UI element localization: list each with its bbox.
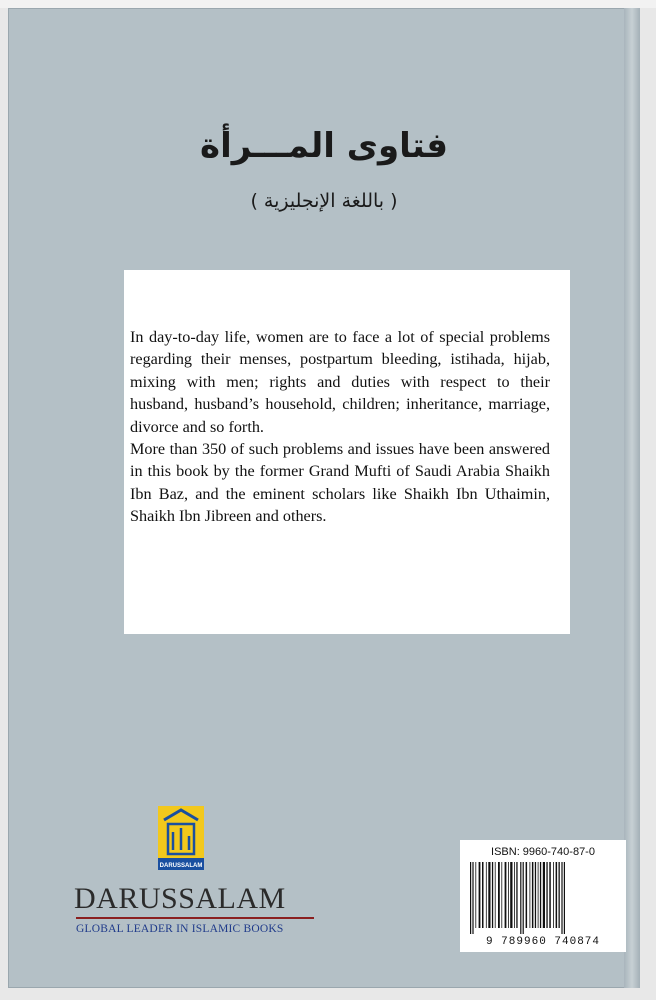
barcode-bar [501,862,502,928]
blurb-box [124,270,570,634]
barcode-bar [516,862,517,928]
barcode-bar [508,862,509,928]
barcode-bar [543,862,545,928]
barcode-bar [526,862,528,928]
blurb-paragraph-1: In day-to-day life, women are to face a lot of special problems regarding their menses, postpartum bleeding, istihada, hijab, mixing with men; rights and duties with respect to their husband, husband’s household, children; inheritance, marriage, divorce and so forth. [130,328,550,436]
barcode-bar [540,862,541,928]
barcode-bar [514,862,515,928]
darussalam-logo-icon [158,806,204,870]
barcode-bar [530,862,531,928]
barcode-bar [482,862,484,928]
barcode-bar [492,862,493,928]
isbn-barcode-box [460,840,626,952]
barcode-bar [520,862,521,934]
publisher-tagline: GLOBAL LEADER IN ISLAMIC BOOKS [76,923,284,935]
barcode-bar [538,862,539,928]
arabic-subtitle: ( باللغة الإنجليزية ) [250,190,398,212]
barcode-bar [546,862,547,928]
back-cover [8,8,640,988]
barcode-bar [475,862,476,928]
barcode-bar [553,862,554,928]
barcode-bar [498,862,500,928]
barcode-bar [505,862,507,928]
barcode-digits: 9 789960 740874 [485,936,601,948]
barcode-bar [472,862,473,934]
barcode-bar [564,862,565,934]
logo-caption: DARUSSALAM [159,863,203,869]
barcode-bar [556,862,558,928]
barcode-bar [561,862,562,934]
blurb-paragraph-2: More than 350 of such problems and issues have been answered in this book by the former Grand Mufti of Saudi Arabia Shaikh Ibn Baz, and the eminent scholars like Shaikh Ibn Uthaimin, Shaikh Ibn Jibreen and others. [130,440,550,526]
barcode-bar [479,862,481,928]
barcode-bar [470,862,471,934]
barcode-bar [549,862,551,928]
barcode-bar [535,862,536,928]
arabic-title: فتاوى المـــرأة [200,126,448,166]
publisher-name: DARUSSALAM [74,882,286,915]
barcode-bar [488,862,490,928]
barcode-icon [468,862,618,934]
isbn-label: ISBN: 9960-740-87-0 [491,846,595,858]
barcode-bar [532,862,534,928]
barcode-bar [559,862,560,928]
barcode-bar [523,862,524,934]
publisher-divider [76,917,314,919]
barcode-bar [486,862,487,928]
barcode-bar [510,862,512,928]
barcode-bar [495,862,496,928]
